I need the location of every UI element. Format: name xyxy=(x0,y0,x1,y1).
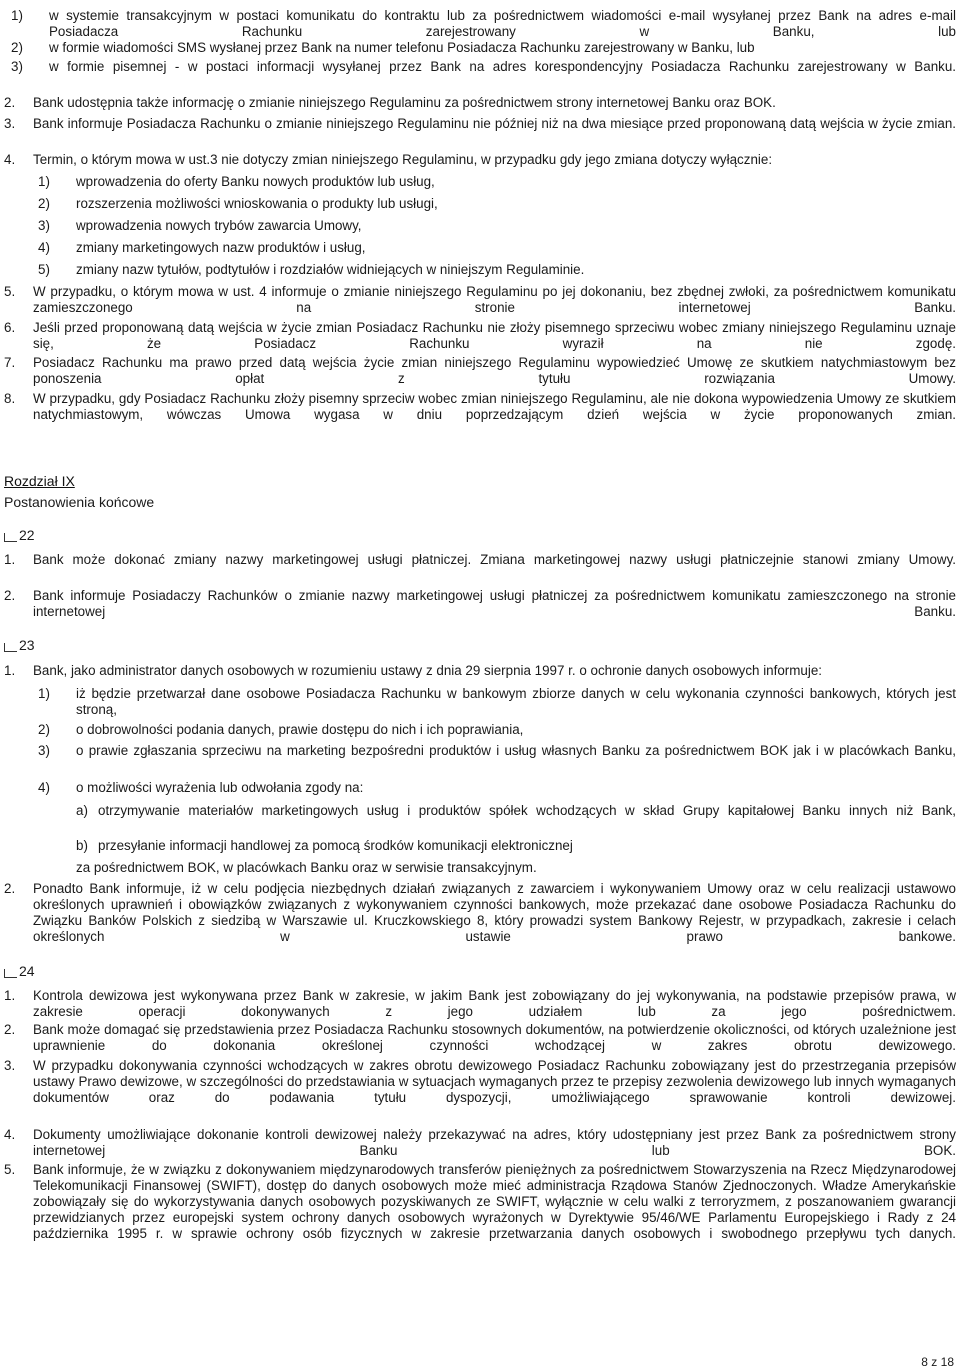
section-number: 24 xyxy=(19,963,35,979)
section-number: 23 xyxy=(19,637,35,653)
list-number: 4) xyxy=(38,240,50,255)
list-number: 2. xyxy=(4,1022,16,1037)
list-number: 4. xyxy=(4,1127,16,1142)
section-24-heading xyxy=(4,963,35,979)
list-number: 1. xyxy=(4,663,16,678)
list-item: Bank może dokonać zmiany nazwy marketingowej usługi płatniczej. Zmiana marketingowej nazwy usługi płatniczejnie stanowi zmiany Umowy. xyxy=(33,552,956,567)
list-item: Termin, o którym mowa w ust.3 nie dotyczy zmian niniejszego Regulaminu, w przypadku gdy jego zmiana dotyczy wyłącznie: xyxy=(33,152,773,167)
list-number: 2) xyxy=(38,196,50,211)
list-number: 3. xyxy=(4,1058,16,1073)
list-item: Bank informuje Posiadacza Rachunku o zmianie niniejszego Regulaminu nie później niż na dwa miesiące przed proponowaną datą wejścia w życie zmian. xyxy=(33,116,956,131)
section-23-heading xyxy=(4,637,35,653)
section-sign-icon xyxy=(4,643,17,652)
list-number: 1) xyxy=(38,686,50,701)
list-number: 1. xyxy=(4,552,16,567)
list-number: 1. xyxy=(4,988,16,1003)
section-number: 22 xyxy=(19,527,35,543)
list-number: 2. xyxy=(4,881,16,896)
list-item: zmiany marketingowych nazw produktów i usług, xyxy=(76,240,366,255)
section-sign-icon xyxy=(4,969,17,978)
list-item: Bank, jako administrator danych osobowych w rozumieniu ustawy z dnia 29 sierpnia 1997 r. o ochronie danych osobowych informuje: xyxy=(33,663,822,678)
list-number: 3) xyxy=(38,743,50,758)
list-item: w formie pisemnej - w postaci informacji wysyłanej przez Bank na adres korespondencyjny Posiadacza Rachunku zarejestrowany w Banku. xyxy=(49,59,956,74)
list-item: za pośrednictwem BOK, w placówkach Banku oraz w serwisie transakcyjnym. xyxy=(76,860,537,875)
list-item: Bank informuje, że w związku z dokonywaniem międzynarodowych transferów pieniężnych za pośrednictwem Stowarzyszenia na Rzecz Międzynarodowej Telekomunikacji Finansowej (SWIFT), dostęp do danych osobowych może mieć administracja Rządowa Stanów Zjednoczonych. Władze Amerykańskie zobowiązały się do wykorzystywania danych osobowych pozyskiwanych ze SWIFT, wyłącznie w celu walki z terroryzmem, z poszanowaniem gwarancji przewidzianych przez europejski system ochrony danych osobowych wyrażonych w Dyrektywie 95/46/WE Parlamentu Europejskiego i Rady z 24 października 1995 r. w sprawie ochrony osób fizycznych w zakresie przetwarzania danych osobowych i swobodnego przepływu tych danych. xyxy=(33,1162,956,1241)
list-item: Posiadacz Rachunku ma prawo przed datą wejścia życie zmian niniejszego Regulaminu wypowiedzieć Umowę ze skutkiem natychmiastowym bez ponoszenia opłat z tytułu rozwiązania Umowy. xyxy=(33,355,956,386)
list-item: Ponadto Bank informuje, iż w celu podjęcia niezbędnych działań związanych z zawarciem i wykonywaniem Umowy oraz w celu realizacji ustawowo określonych uprawnień i obowiązków związanych z wykonywaniem czynności bankowych, może przekazać dane osobowe Posiadacza Rachunku do Związku Banków Polskich z siedzibą w Warszawie ul. Kruczkowskiego 8, który prowadzi system Bankowy Rejestr, w przypadkach, zakresie i celach określonych w ustawie prawo bankowe. xyxy=(33,881,956,944)
list-number: 4) xyxy=(38,780,50,795)
list-item: zmiany nazw tytułów, podtytułów i rozdziałów widniejących w niniejszym Regulaminie. xyxy=(76,262,585,277)
section-sign-icon xyxy=(4,533,17,542)
list-item: o prawie zgłaszania sprzeciwu na marketing bezpośredni produktów i usług własnych Banku za pośrednictwem BOK jak i w placówkach Banku, xyxy=(76,743,956,758)
list-number: 2) xyxy=(11,40,23,55)
list-number: 7. xyxy=(4,355,16,370)
list-item: iż będzie przetwarzał dane osobowe Posiadacza Rachunku w bankowym zbiorze danych w celu wykonania czynności bankowych, których jest stroną, xyxy=(76,686,956,717)
list-number: 8. xyxy=(4,391,16,406)
list-number: 1) xyxy=(38,174,50,189)
list-number: 3. xyxy=(4,116,16,131)
list-number: 4. xyxy=(4,152,16,167)
list-number: 6. xyxy=(4,320,16,335)
list-item: o możliwości wyrażenia lub odwołania zgody na: xyxy=(76,780,364,795)
list-item: W przypadku, gdy Posiadacz Rachunku złoży pisemny sprzeciw wobec zmian niniejszego Regulaminu, ale nie dokona wypowiedzenia Umowy ze skutkiem natychmiastowym, wówczas Umowa wygasa w dniu poprzedzającym dzień wejścia w życie proponowanych zmian. xyxy=(33,391,956,422)
list-item: otrzymywanie materiałów marketingowych usług i produktów spółek wchodzących w skład Grupy kapitałowej Banku innych niż Bank, xyxy=(98,803,956,818)
list-item: o dobrowolności podania danych, prawie dostępu do nich i ich poprawiania, xyxy=(76,722,524,737)
list-item: Bank może domagać się przedstawienia przez Posiadacza Rachunku stosownych dokumentów, na potwierdzenie okoliczności, od których uzależnione jest uprawnienie do dokonania określonej czynności wchodzącej w zakres obrotu dewizowego. xyxy=(33,1022,956,1053)
list-item: wprowadzenia do oferty Banku nowych produktów lub usług, xyxy=(76,174,435,189)
list-item: Bank informuje Posiadaczy Rachunków o zmianie nazwy marketingowej usługi płatniczej za pośrednictwem komunikatu zamieszczonego na stronie internetowej Banku. xyxy=(33,588,956,619)
list-item: W przypadku dokonywania czynności wchodzących w zakres obrotu dewizowego Posiadacz Rachunku zobowiązany jest do przestrzegania przepisów ustawy Prawo dewizowe, w szczególności do przedstawiania w sytuacjach wymaganych przez te przepisy zezwolenia dewizowego lub innych wymaganych dokumentów oraz do podawania tytułu dyspozycji, umożliwiającego sprawowanie kontroli dewizowej. xyxy=(33,1058,956,1105)
list-item: Kontrola dewizowa jest wykonywana przez Bank w zakresie, w jakim Bank jest zobowiązany do jej wykonywania, na podstawie przepisów prawa, w zakresie operacji dokonywanych z jego udziałem lub za jego pośrednictwem. xyxy=(33,988,956,1019)
list-item: Jeśli przed proponowaną datą wejścia w życie zmian Posiadacz Rachunku nie złoży pisemnego sprzeciwu wobec zmiany niniejszego Regulaminu uznaje się, że Posiadacz Rachunku wyraził na nie zgodę. xyxy=(33,320,956,351)
list-item: rozszerzenia możliwości wnioskowania o produkty lub usługi, xyxy=(76,196,438,211)
section-22-heading xyxy=(4,527,35,543)
list-item: przesyłanie informacji handlowej za pomocą środków komunikacji elektronicznej xyxy=(98,838,573,853)
list-number: 2) xyxy=(38,722,50,737)
list-item: Dokumenty umożliwiające dokonanie kontroli dewizowej należy przekazywać na adres, który udostępniany jest przez Bank za pośrednictwem strony internetowej Banku lub BOK. xyxy=(33,1127,956,1158)
list-item: w systemie transakcyjnym w postaci komunikatu do kontraktu lub za pośrednictwem wiadomości e-mail wysyłanej przez Bank na adres e-mail Posiadacza Rachunku zarejestrowany w Banku, lub xyxy=(49,8,956,39)
list-number: b) xyxy=(76,838,88,853)
list-number: 5. xyxy=(4,284,16,299)
list-number: a) xyxy=(76,803,88,818)
list-number: 2. xyxy=(4,95,16,110)
list-item: Bank udostępnia także informację o zmianie niniejszego Regulaminu za pośrednictwem strony internetowej Banku oraz BOK. xyxy=(33,95,776,110)
chapter-title: Rozdział IX xyxy=(4,473,75,489)
chapter-subtitle: Postanowienia końcowe xyxy=(4,494,155,510)
list-number: 2. xyxy=(4,588,16,603)
list-item: w formie wiadomości SMS wysłanej przez Bank na numer telefonu Posiadacza Rachunku zarejestrowany w Banku, lub xyxy=(49,40,755,55)
list-number: 5. xyxy=(4,1162,16,1177)
list-number: 3) xyxy=(38,218,50,233)
list-number: 3) xyxy=(11,59,23,74)
list-item: wprowadzenia nowych trybów zawarcia Umowy, xyxy=(76,218,362,233)
page-number: 8 z 18 xyxy=(921,1355,954,1369)
list-number: 1) xyxy=(11,8,23,23)
list-item: W przypadku, o którym mowa w ust. 4 informuje o zmianie niniejszego Regulaminu po jej dokonaniu, bez zbędnej zwłoki, za pośrednictwem komunikatu zamieszczonego na stronie internetowej Banku. xyxy=(33,284,956,315)
list-number: 5) xyxy=(38,262,50,277)
